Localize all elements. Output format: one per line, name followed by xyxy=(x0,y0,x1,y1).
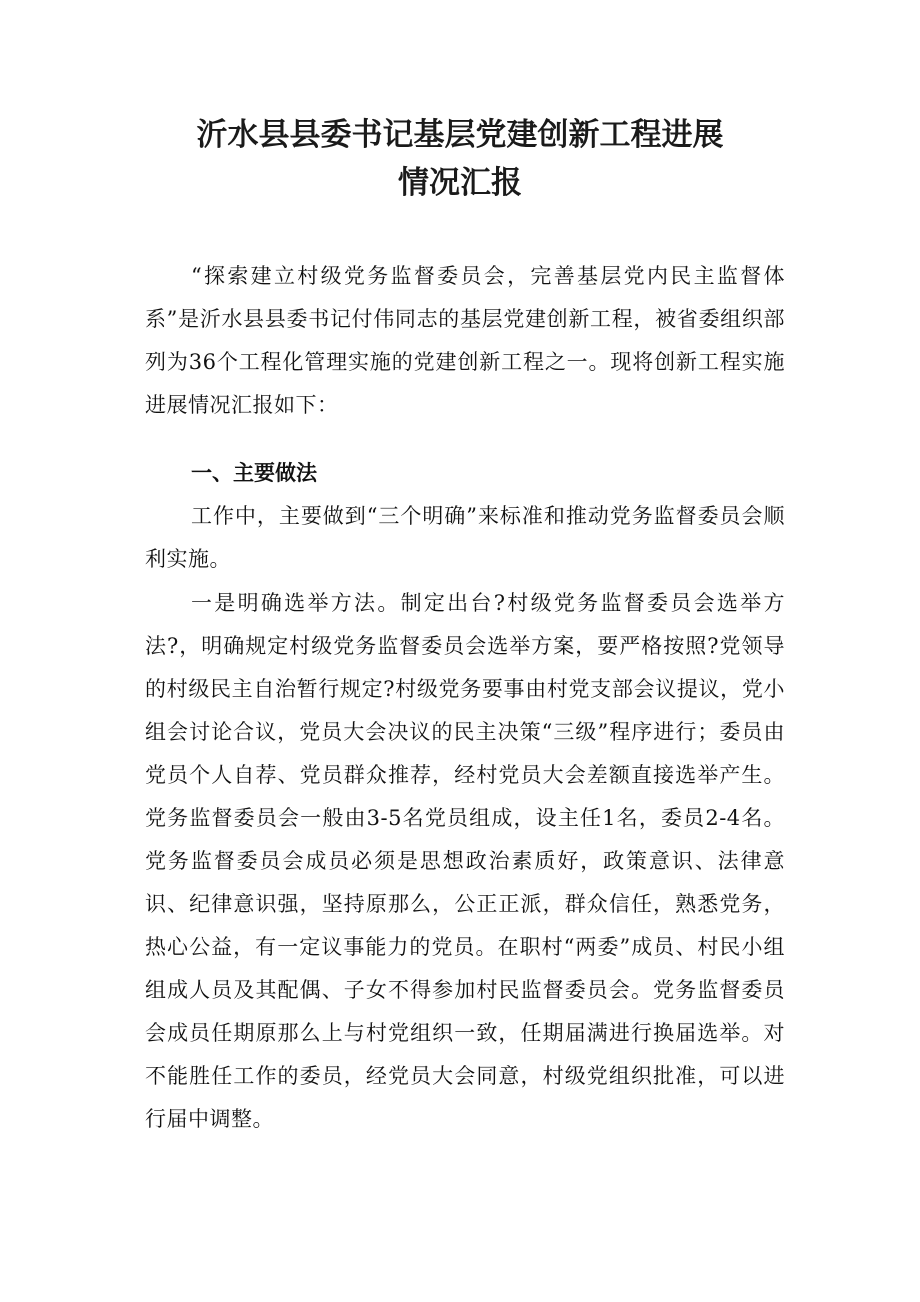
election-method-paragraph: 一是明确选举方法。制定出台?村级党务监督委员会选举方法?，明确规定村级党务监督委员会选举方案，要严格按照?党领导的村级民主自治暂行规定?村级党务要事由村党支部会议提议，党小组会讨论合议，党员大会决议的民主决策“三级”程序进行；委员由党员个人自荐、党员群众推荐，经村党员大会差额直接选举产生。党务监督委员会一般由3-5名党员组成，设主任1名，委员2-4名。党务监督委员会成员必须是思想政治素质好，政策意识、法律意识、纪律意识强，坚持原那么，公正正派，群众信任，熟悉党务，热心公益，有一定议事能力的党员。在职村“两委”成员、村民小组组成人员及其配偶、子女不得参加村民监督委员会。党务监督委员会成员任期原那么上与村党组织一致，任期届满进行换届选举。对不能胜任工作的委员，经党员大会同意，村级党组织批准，可以进行届中调整。 xyxy=(145,591,785,1131)
document-title-line-1: 沂水县县委书记基层党建创新工程进展 xyxy=(196,117,724,153)
section-heading-main-practices: 一、主要做法 xyxy=(191,461,317,485)
document-title-line-2: 情况汇报 xyxy=(398,165,522,201)
intro-paragraph: “探索建立村级党务监督委员会，完善基层党内民主监督体系”是沂水县县委书记付伟同志的基层党建创新工程，被省委组织部列为36个工程化管理实施的党建创新工程之一。现将创新工程实施进展情况汇报如下： xyxy=(145,264,785,417)
section-intro-paragraph: 工作中，主要做到“三个明确”来标准和推动党务监督委员会顺利实施。 xyxy=(145,504,785,571)
